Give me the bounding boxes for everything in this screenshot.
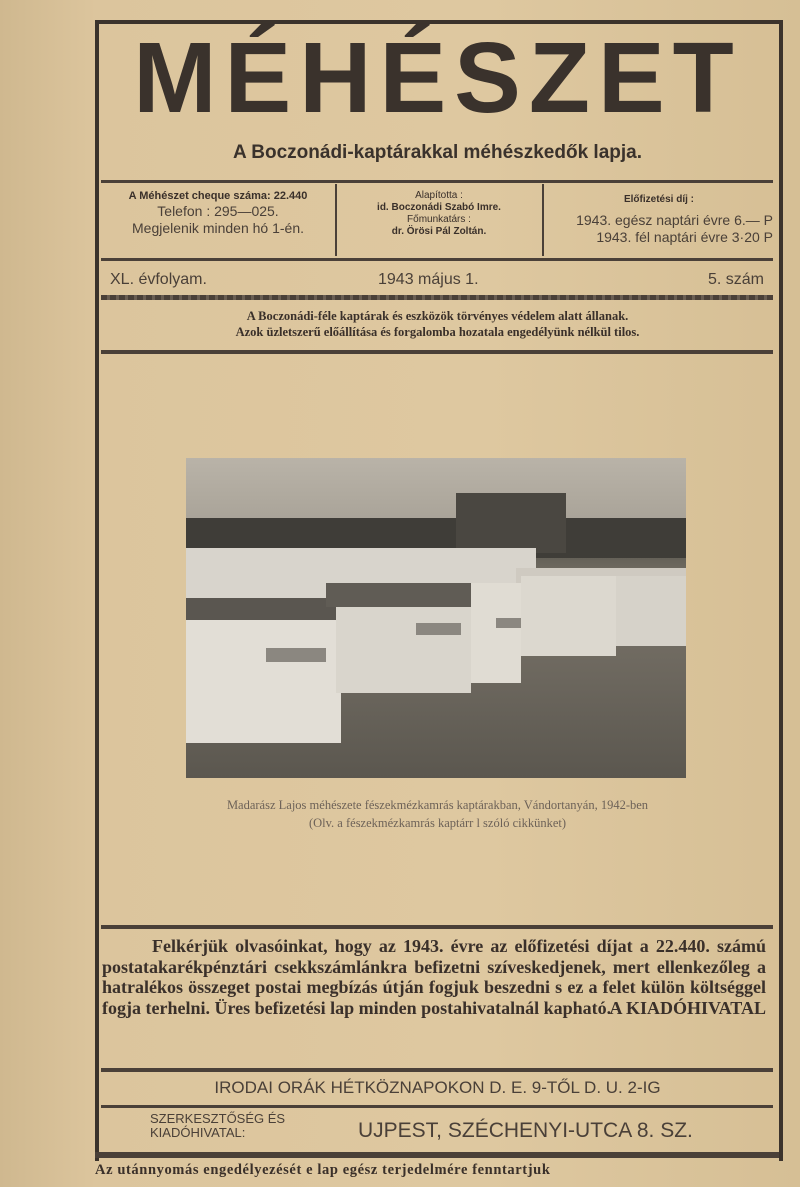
apiary-photo: [186, 458, 686, 778]
divider: [95, 1152, 779, 1158]
coworker: dr. Örösi Pál Zoltán.: [391, 226, 487, 237]
address: UJPEST, SZÉCHENYI-UTCA 8. SZ.: [358, 1119, 693, 1142]
announcement-signature: A KIADÓHIVATAL: [609, 998, 766, 1018]
phone: Telefon : 295—025.: [157, 203, 279, 220]
divider: [101, 180, 773, 183]
info-middle: [338, 190, 540, 238]
legal-notice-line: A Boczonádi-féle kaptárak és eszközök törvényes védelem alatt állanak.: [246, 309, 629, 323]
photo-caption: Madarász Lajos méhészete fészekmézkamrás kaptárakban, Vándortanyán, 1942-ben: [226, 798, 649, 812]
issue-date: 1943 május 1.: [378, 271, 479, 288]
divider: [335, 184, 337, 256]
office-hours: IRODAI ORÁK HÉTKÖZNAPOKON D. E. 9-TŐL D. U. 2-IG: [214, 1078, 661, 1097]
divider: [542, 184, 544, 256]
cheque-number: A Méhészet cheque száma: 22.440: [128, 190, 308, 202]
legal-notice-line: Azok üzletszerű előállítása és forgalomba hozatala engedélyünk nélkül tilos.: [235, 325, 640, 339]
address-label: [150, 1112, 285, 1140]
coworker-label: Főmunkatárs :: [407, 214, 471, 225]
divider: [101, 925, 773, 929]
legal-notice: [100, 308, 775, 340]
divider: [101, 350, 773, 354]
divider: [101, 1105, 773, 1108]
volume: XL. évfolyam.: [110, 271, 207, 288]
announcement: [102, 936, 766, 1019]
frequency: Megjelenik minden hó 1-én.: [132, 219, 304, 236]
founder: id. Boczonádi Szabó Imre.: [377, 202, 501, 213]
apiary-photo-illustration: [186, 458, 686, 778]
address-label-line: SZERKESZTŐSÉG ÉS: [150, 1111, 286, 1126]
photo-caption-note: (Olv. a fészekmézkamrás kaptárr l szóló cikkünket): [308, 816, 567, 830]
masthead-subtitle: A Boczonádi-kaptárakkal méhészkedők lapja.: [232, 142, 642, 163]
subscription-half: 1943. fél naptári évre 3·20 P: [596, 228, 773, 245]
issue-number: 5. szám: [707, 271, 764, 288]
subscription-label: Előfizetési díj :: [623, 194, 694, 205]
footer-note: Az utánnyomás engedélyezését e lap egész terjedelmére fenntartjuk: [95, 1162, 551, 1178]
founded-label: Alapította :: [415, 190, 463, 201]
announcement-body: Felkérjük olvasóinkat, hogy az 1943. évre az előfizetési díjat a 22.440. számú postatakarékpénztári csekkszámlánkra befizetni szíveskedjenek, mert ellenkezőleg a hatralékos összeget postai megbízás útján fogjuk beszedni s ez a felet külön költséggel fogja terhelni. Üres befizetési lap minden postahivatalnál kapható.: [102, 936, 766, 1018]
masthead-title: MÉHÉSZET: [133, 22, 742, 134]
info-right: [545, 194, 773, 246]
subscription-full: 1943. egész naptári évre 6.— P: [576, 212, 773, 228]
divider: [101, 295, 773, 300]
divider: [101, 1068, 773, 1072]
info-left: [102, 190, 334, 237]
divider: [101, 258, 773, 261]
address-label-line: KIADÓHIVATAL:: [150, 1125, 246, 1140]
